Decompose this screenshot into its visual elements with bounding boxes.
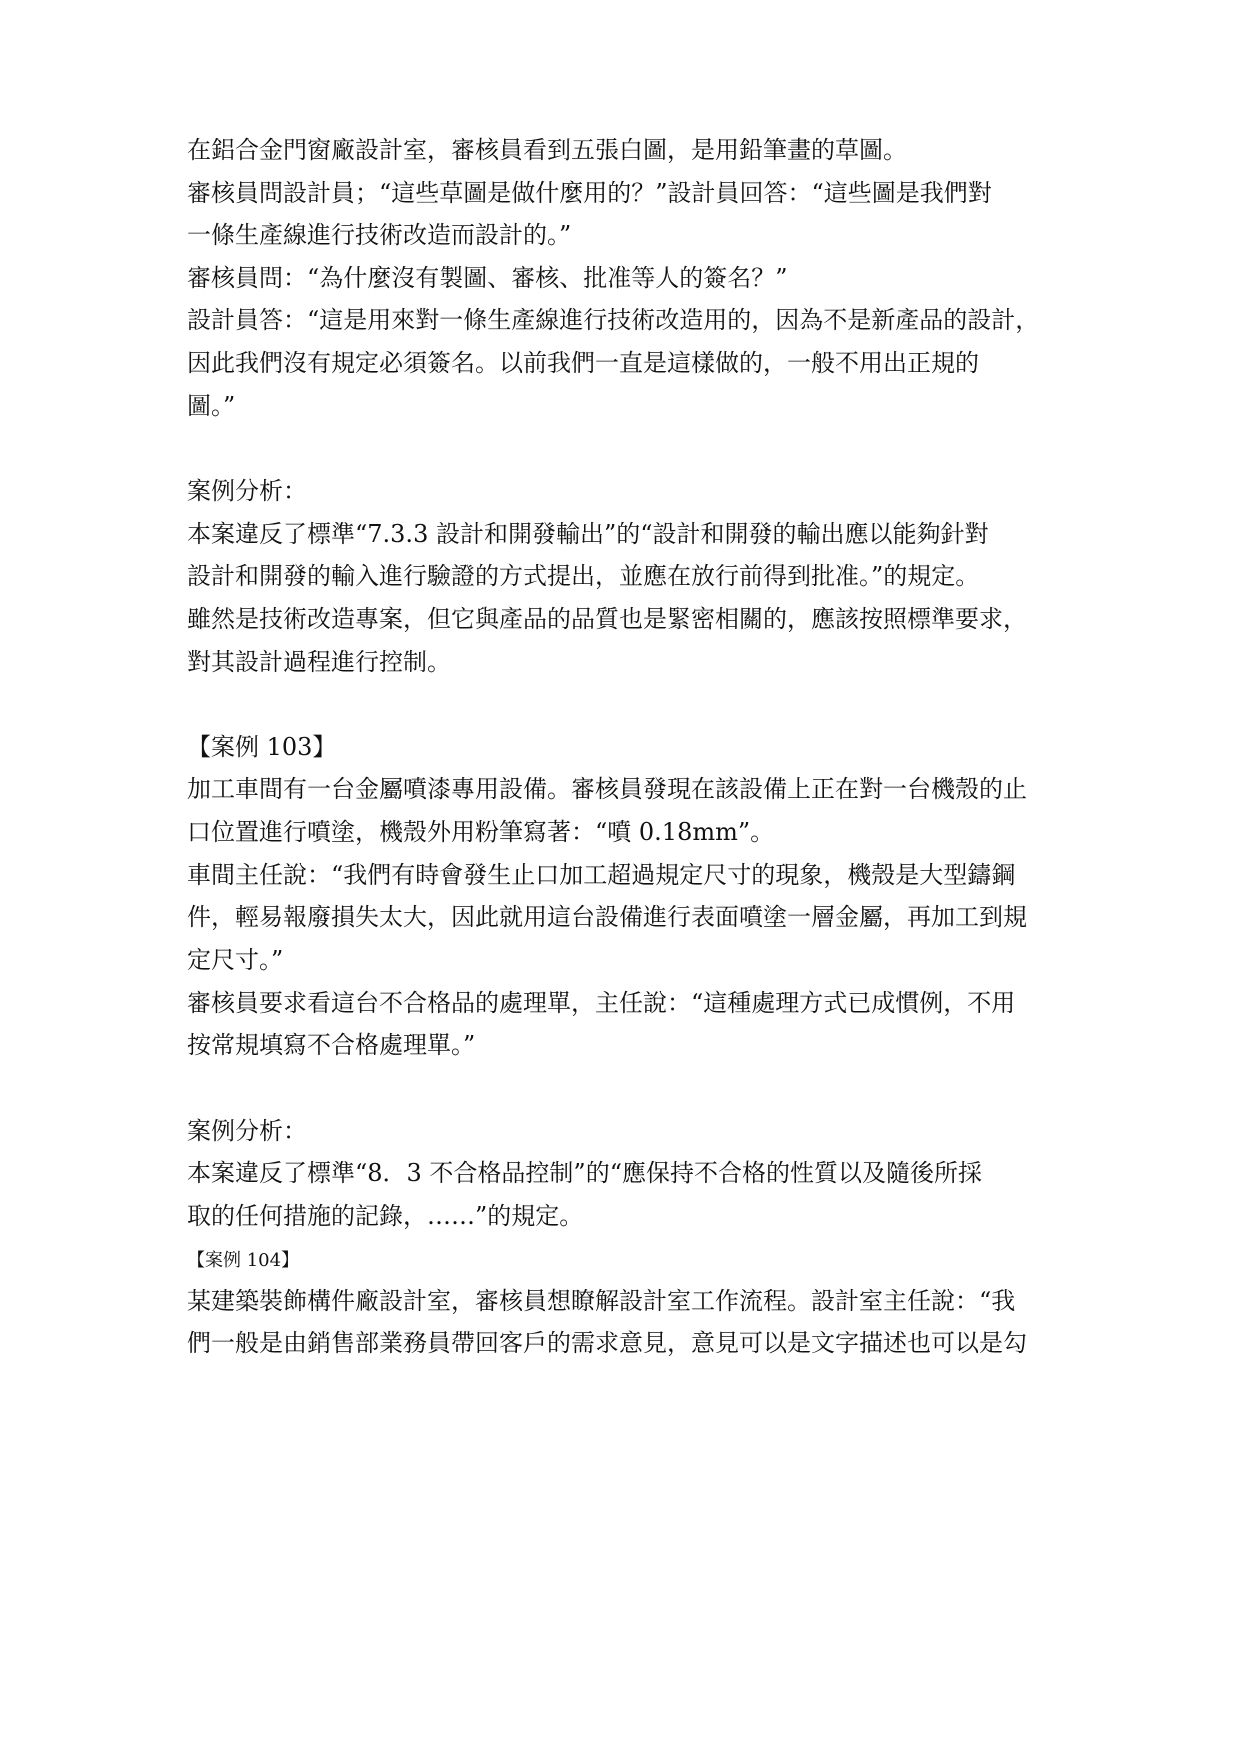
paragraph-line: 雖然是技術改造專案，但它與產品的品質也是緊密相關的，應該按照標準要求， [187,605,1027,633]
paragraph-line: 們一般是由銷售部業務員帶回客戶的需求意見，意見可以是文字描述也可以是勾 [187,1329,1027,1357]
section-heading: 案例分析： [187,477,307,505]
case-heading: 【案例 103】 [187,733,337,761]
paragraph-line: 取的任何措施的記錄，……”的規定。 [187,1202,584,1230]
paragraph-line: 審核員要求看這台不合格品的處理單，主任說：“這種處理方式已成慣例，不用 [187,989,1016,1017]
paragraph-line: 按常規填寫不合格處理單。” [187,1031,476,1059]
paragraph-line: 因此我們沒有規定必須簽名。以前我們一直是這樣做的，一般不用出正規的 [187,349,979,377]
paragraph-line: 件，輕易報廢損失太大，因此就用這台設備進行表面噴塗一層金屬，再加工到規 [187,903,1027,931]
paragraph-line: 設計和開發的輸入進行驗證的方式提出，並應在放行前得到批准。”的規定。 [187,562,980,590]
paragraph-line: 定尺寸。” [187,946,284,974]
paragraph-line: 本案違反了標準“7.3.3 設計和開發輸出”的“設計和開發的輸出應以能夠針對 [187,520,989,548]
paragraph-line: 對其設計過程進行控制。 [187,648,451,676]
paragraph-line: 一條生產線進行技術改造而設計的。” [187,221,572,249]
case-heading: 【案例 104】 [187,1250,300,1271]
paragraph-line: 審核員問：“為什麼沒有製圖、審核、批准等人的簽名？” [187,264,788,292]
paragraph-line: 車間主任說：“我們有時會發生止口加工超過規定尺寸的現象，機殼是大型鑄鋼 [187,861,1016,889]
section-heading: 案例分析： [187,1117,307,1145]
paragraph-line: 本案違反了標準“8．3 不合格品控制”的“應保持不合格的性質以及隨後所採 [187,1159,982,1187]
paragraph-line: 某建築裝飾構件廠設計室，審核員想瞭解設計室工作流程。設計室主任說：“我 [187,1287,1016,1315]
paragraph-line: 審核員問設計員；“這些草圖是做什麼用的？”設計員回答：“這些圖是我們對 [187,179,992,207]
paragraph-line: 設計員答：“這是用來對一條生產線進行技術改造用的，因為不是新產品的設計， [187,306,1040,334]
paragraph-line: 在鋁合金門窗廠設計室，審核員看到五張白圖，是用鉛筆畫的草圖。 [187,136,907,164]
paragraph-line: 圖。” [187,392,236,420]
paragraph-line: 口位置進行噴塗，機殼外用粉筆寫著：“噴 0.18mm”。 [187,818,775,846]
paragraph-line: 加工車間有一台金屬噴漆專用設備。審核員發現在該設備上正在對一台機殼的止 [187,775,1027,803]
